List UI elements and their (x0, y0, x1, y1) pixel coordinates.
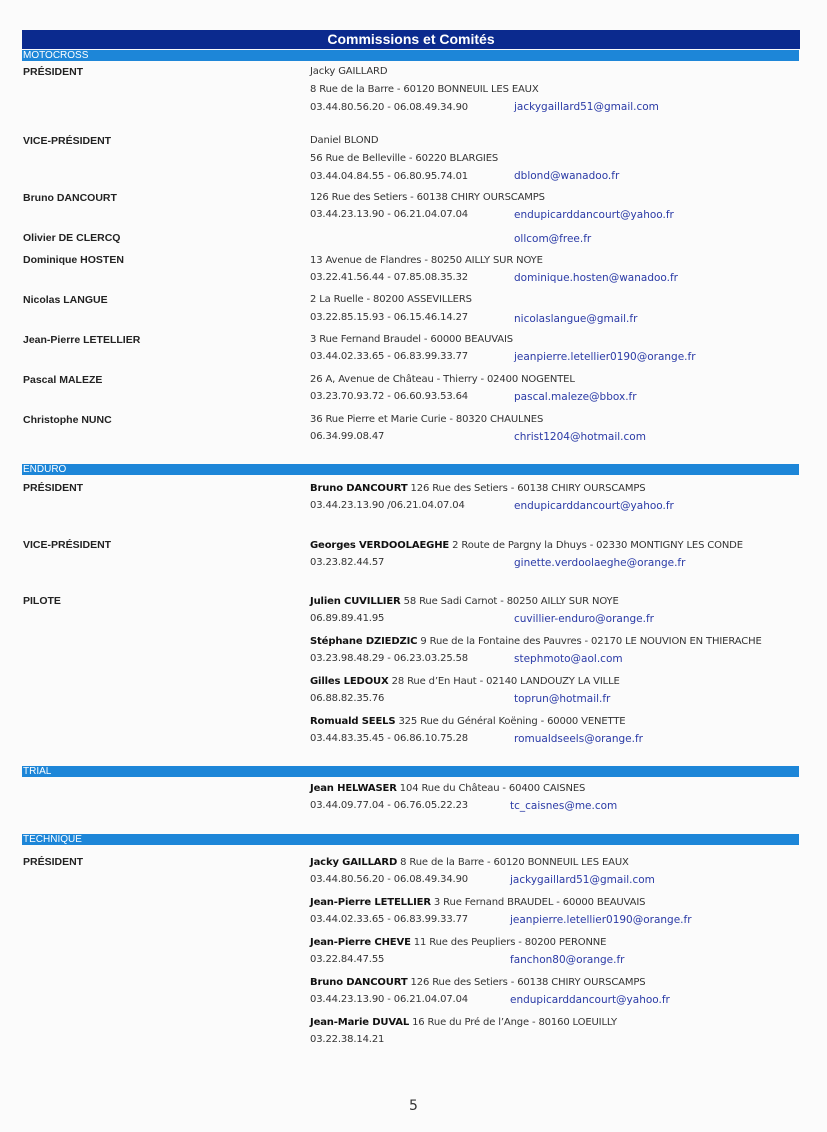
contact-email[interactable]: nicolaslangue@gmail.fr (514, 313, 638, 325)
contact-phones: 03.44.83.35.45 - 06.86.10.75.28 (310, 733, 468, 744)
pilote-details (310, 636, 762, 647)
member-name: Jean-Pierre LETELLIER (23, 334, 141, 346)
page-number: 5 (409, 1098, 418, 1114)
contact-address: 9 Rue de la Fontaine des Pauvres - 02170 LE NOUVION EN THIERACHE (420, 636, 762, 647)
contact-name: Jacky GAILLARD (310, 66, 388, 77)
contact-email[interactable]: endupicarddancourt@yahoo.fr (510, 994, 670, 1006)
role-label: VICE-PRÉSIDENT (23, 135, 112, 147)
contact-email[interactable]: jackygaillard51@gmail.com (514, 101, 659, 113)
contact-name: Stéphane DZIEDZIC (310, 636, 418, 647)
role-label: PRÉSIDENT (23, 482, 84, 494)
contact-phones: 03.23.82.44.57 (310, 557, 385, 568)
contact-address: 126 Rue des Setiers - 60138 CHIRY OURSCAMPS (410, 483, 646, 494)
contact-name: Jean-Pierre CHEVE (310, 937, 411, 948)
role-label: VICE-PRÉSIDENT (23, 539, 112, 551)
role-label: PRÉSIDENT (23, 66, 84, 78)
contact-phones: 03.44.23.13.90 /06.21.04.07.04 (310, 500, 465, 511)
contact-phones: 06.34.99.08.47 (310, 431, 385, 442)
pilote-details (310, 716, 625, 727)
contact-email[interactable]: endupicarddancourt@yahoo.fr (514, 209, 674, 221)
contact-email[interactable]: fanchon80@orange.fr (510, 954, 625, 966)
contact-email[interactable]: jeanpierre.letellier0190@orange.fr (510, 914, 692, 926)
member-details (310, 857, 629, 868)
contact-name: Romuald SEELS (310, 716, 396, 727)
contact-phones: 03.22.38.14.21 (310, 1034, 385, 1045)
contact-address: 126 Rue des Setiers - 60138 CHIRY OURSCAMPS (310, 192, 545, 203)
contact-details (310, 783, 585, 794)
contact-phones: 03.23.98.48.29 - 06.23.03.25.58 (310, 653, 468, 664)
contact-name: Bruno DANCOURT (310, 977, 408, 988)
section-header-enduro: ENDURO (22, 464, 799, 475)
contact-details (310, 483, 645, 494)
contact-email[interactable]: jackygaillard51@gmail.com (510, 874, 655, 886)
member-details (310, 977, 645, 988)
contact-name: Jean-Pierre LETELLIER (310, 897, 431, 908)
contact-email[interactable]: tc_caisnes@me.com (510, 800, 618, 812)
section-header-technique: TECHNIQUE (22, 834, 799, 845)
section-header-motocross: MOTOCROSS (22, 50, 799, 61)
contact-email[interactable]: ginette.verdoolaeghe@orange.fr (514, 557, 686, 569)
contact-phones: 03.44.80.56.20 - 06.08.49.34.90 (310, 102, 468, 113)
contact-address: 36 Rue Pierre et Marie Curie - 80320 CHAULNES (310, 414, 544, 425)
contact-phones: 03.44.23.13.90 - 06.21.04.07.04 (310, 994, 468, 1005)
contact-address: 11 Rue des Peupliers - 80200 PERONNE (413, 937, 607, 948)
member-name: Olivier DE CLERCQ (23, 232, 121, 244)
contact-email[interactable]: cuvillier-enduro@orange.fr (514, 613, 654, 625)
contact-phones: 06.88.82.35.76 (310, 693, 385, 704)
contact-email[interactable]: dominique.hosten@wanadoo.fr (514, 272, 678, 284)
member-name: Christophe NUNC (23, 414, 112, 426)
contact-phones: 03.44.02.33.65 - 06.83.99.33.77 (310, 914, 468, 925)
contact-address: 2 La Ruelle - 80200 ASSEVILLERS (310, 294, 472, 305)
contact-name: Jacky GAILLARD (310, 857, 398, 868)
contact-email[interactable]: stephmoto@aol.com (514, 653, 623, 665)
contact-address: 8 Rue de la Barre - 60120 BONNEUIL LES EAUX (310, 84, 539, 95)
contact-name: Daniel BLOND (310, 135, 379, 146)
contact-name: Jean HELWASER (310, 783, 397, 794)
contact-phones: 03.44.23.13.90 - 06.21.04.07.04 (310, 209, 468, 220)
contact-email[interactable]: jeanpierre.letellier0190@orange.fr (514, 351, 696, 363)
contact-address: 126 Rue des Setiers - 60138 CHIRY OURSCAMPS (410, 977, 646, 988)
section-header-trial: TRIAL (22, 766, 799, 777)
member-details (310, 937, 606, 948)
contact-email[interactable]: dblond@wanadoo.fr (514, 170, 620, 182)
contact-phones: 03.44.04.84.55 - 06.80.95.74.01 (310, 171, 468, 182)
pilote-details (310, 676, 620, 687)
contact-email[interactable]: pascal.maleze@bbox.fr (514, 391, 637, 403)
contact-details (310, 540, 743, 551)
member-details (310, 1017, 617, 1028)
contact-email[interactable]: ollcom@free.fr (514, 233, 592, 245)
contact-phones: 03.44.02.33.65 - 06.83.99.33.77 (310, 351, 468, 362)
role-label: PRÉSIDENT (23, 856, 84, 868)
pilote-details (310, 596, 619, 607)
contact-name: Gilles LEDOUX (310, 676, 389, 687)
contact-address: 325 Rue du Général Koëning - 60000 VENETTE (398, 716, 626, 727)
contact-name: Bruno DANCOURT (310, 483, 408, 494)
member-name: Pascal MALEZE (23, 374, 103, 386)
contact-email[interactable]: endupicarddancourt@yahoo.fr (514, 500, 674, 512)
member-details (310, 897, 645, 908)
contact-name: Georges VERDOOLAEGHE (310, 540, 450, 551)
contact-address: 56 Rue de Belleville - 60220 BLARGIES (310, 153, 499, 164)
contact-address: 2 Route de Pargny la Dhuys - 02330 MONTIGNY LES CONDE (452, 540, 743, 551)
contact-address: 3 Rue Fernand BRAUDEL - 60000 BEAUVAIS (433, 897, 646, 908)
contact-phones: 06.89.89.41.95 (310, 613, 385, 624)
contact-address: 13 Avenue de Flandres - 80250 AILLY SUR NOYE (310, 255, 543, 266)
contact-address: 58 Rue Sadi Carnot - 80250 AILLY SUR NOYE (403, 596, 619, 607)
contact-phones: 03.23.70.93.72 - 06.60.93.53.64 (310, 391, 468, 402)
contact-email[interactable]: christ1204@hotmail.com (514, 431, 646, 443)
contact-name: Julien CUVILLIER (310, 596, 401, 607)
contact-address: 3 Rue Fernand Braudel - 60000 BEAUVAIS (310, 334, 513, 345)
member-name: Nicolas LANGUE (23, 294, 108, 306)
contact-address: 8 Rue de la Barre - 60120 BONNEUIL LES EAUX (400, 857, 629, 868)
contact-address: 16 Rue du Pré de l’Ange - 80160 LOEUILLY (412, 1017, 617, 1028)
contact-address: 26 A, Avenue de Château - Thierry - 02400 NOGENTEL (310, 374, 575, 385)
role-label: PILOTE (23, 595, 61, 607)
contact-address: 104 Rue du Château - 60400 CAISNES (399, 783, 586, 794)
contact-phones: 03.22.84.47.55 (310, 954, 385, 965)
contact-email[interactable]: toprun@hotmail.fr (514, 693, 611, 705)
contact-phones: 03.22.41.56.44 - 07.85.08.35.32 (310, 272, 468, 283)
contact-address: 28 Rue d’En Haut - 02140 LANDOUZY LA VILLE (391, 676, 620, 687)
contact-phones: 03.44.09.77.04 - 06.76.05.22.23 (310, 800, 468, 811)
member-name: Bruno DANCOURT (23, 192, 117, 204)
contact-name: Jean-Marie DUVAL (310, 1017, 410, 1028)
page-title: Commissions et Comités (22, 30, 800, 49)
contact-email[interactable]: romualdseels@orange.fr (514, 733, 643, 745)
member-name: Dominique HOSTEN (23, 254, 124, 266)
contact-phones: 03.22.85.15.93 - 06.15.46.14.27 (310, 312, 468, 323)
contact-phones: 03.44.80.56.20 - 06.08.49.34.90 (310, 874, 468, 885)
